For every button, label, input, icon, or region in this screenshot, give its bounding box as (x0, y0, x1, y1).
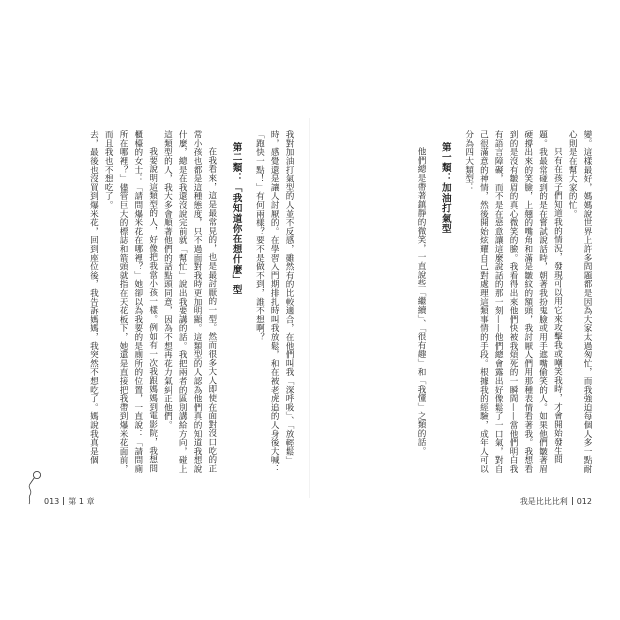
page-number: 013 (44, 497, 60, 506)
right-page-body (324, 130, 594, 480)
paragraph: 我要說明這類型的人，好像把我當小孩一樣。例如有一次我跟媽媽到電影院，我想問櫃檯的女士：「請問爆米花在哪裡？」她卻以為我要的是廁所的位置，一直說：「請問廁所在哪裡？」儘管巨大的標誌和箭頭就指在天花板下，她還是直接把我帶到爆米花面前，而且我也不想吃了。 (103, 130, 158, 474)
section-heading-type-2: 第二類：「我知道你在想什麼」型 (230, 141, 242, 295)
book-title: 我是比比比利 (519, 497, 568, 506)
left-page (28, 130, 296, 480)
paragraph: 去，最後也沒買到爆米花，回到座位後，我告訴媽媽，我突然不想吃了。媽說我真是個 (88, 130, 99, 465)
chapter-label: 第 1 章 (68, 497, 95, 506)
right-page (324, 130, 594, 480)
footer-divider (572, 497, 573, 505)
paragraph: 我對加油打氣型的人並不反感，雖然有的比較適合，在他們叫我「深呼吸」、「放輕鬆」時，感覺還是讓人討厭的。在學習入門期排扎時叫我放鬆，和在被老虎追的人身後大喊：「跑快一點！」有何兩樣？要不是做不到，誰不想啊？ (254, 130, 294, 474)
microphone-icon (26, 470, 42, 506)
paragraph: 只有在孩子們知道我的情況，發現可以用它來攻擊我或嘲笑我時，才會開始發生問題。我最常碰到的是在嘗試說話時，朝著我扮鬼臉或用手遮嘴偷笑的人。如果他們皺著眉硬撐出來的笑臉，上翹的嘴角和滿是皺紋的額頭，我討厭人們用那種表情看著我。我想看到的是沒有皺眉的真心微笑的臉。我看得出來他們快被我煩死的一瞬間——當他們明白我有語言障礙，而不是在惡意讓這麼說話的那一刻——他們總會露出好像鬆了一口氣，對自己很滿意的神情，然後開始炫耀自己對處理這類事情的手段。根據我的經驗，成年人可以分為四大類型： (463, 130, 563, 474)
footer-divider (63, 497, 64, 505)
left-page-body (28, 130, 296, 480)
section-heading-type-1: 第一類：加油打氣型 (439, 141, 451, 234)
paragraph: 他們總是帶著鎮靜的微笑，一直說些「繼續」、「很有趣」和「我懂」之類的話。 (416, 147, 427, 456)
page-number: 012 (576, 497, 592, 506)
paragraph: 變。這樣最好，媽媽說世界上許多問題都是因為大家太過匆忙，而我強迫每個人多一點耐心則是在幫大家的忙。 (567, 130, 592, 474)
right-page-footer (520, 496, 592, 507)
paragraph: 在我看來，這是最常見的，也是最討厭的一型。然而很多大人即使在面對沒口吃的正常小孩也都是這種態度，只不過面對我時更加明顯。這類型的人認為他們真的知道我想說什麼，總是在我還沒說完前就「幫忙」說出我要講的話。我把兩者的區別講給方向，碰上這類型的人，我大多會順著他們的話點頭同意，因為不想再花力氣糾正他們。 (162, 130, 217, 474)
page-gutter (309, 118, 310, 498)
left-page-footer (44, 496, 94, 507)
